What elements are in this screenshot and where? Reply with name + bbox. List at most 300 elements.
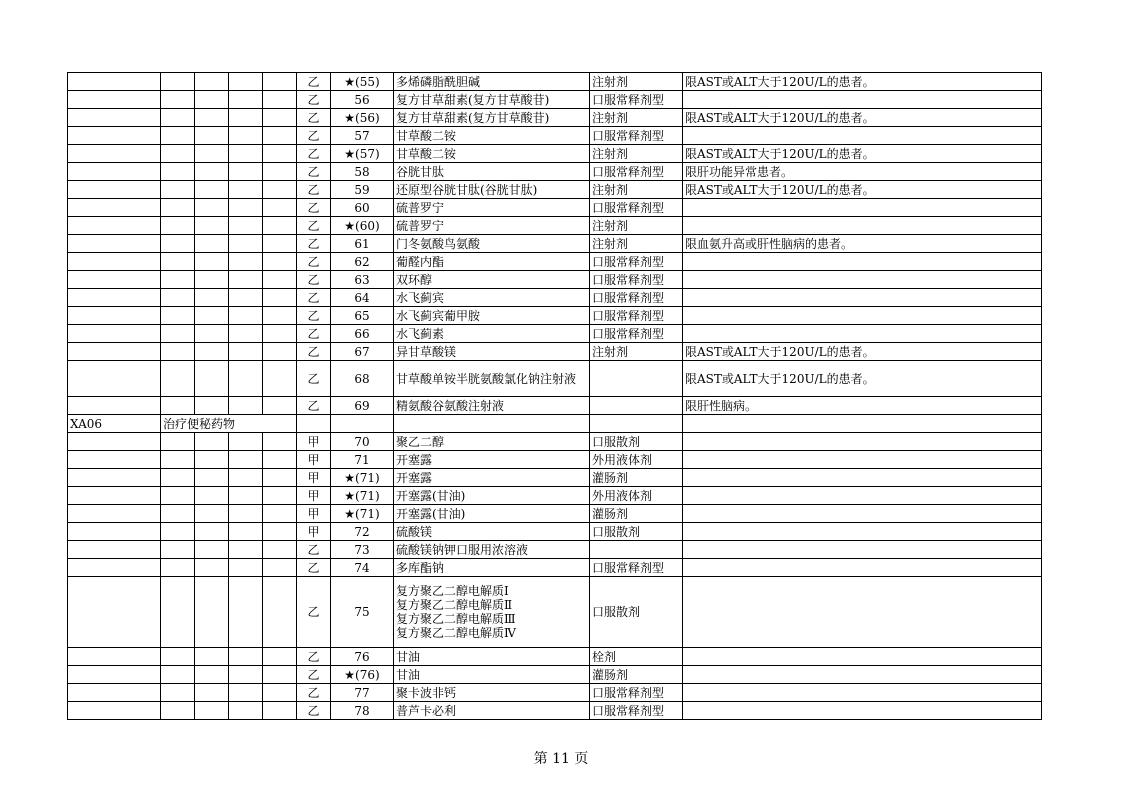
drug-name-cell: 甘油 xyxy=(394,648,590,666)
code-cell xyxy=(68,577,161,648)
class-cell: 乙 xyxy=(297,271,331,289)
class-cell: 乙 xyxy=(297,361,331,397)
dosage-form-cell: 口服散剂 xyxy=(590,433,683,451)
code-cell xyxy=(68,666,161,684)
class-cell: 乙 xyxy=(297,702,331,720)
drug-name-cell: 异甘草酸镁 xyxy=(394,343,590,361)
empty-cell xyxy=(263,559,297,577)
empty-cell xyxy=(229,361,263,397)
code-cell xyxy=(68,343,161,361)
empty-cell xyxy=(229,541,263,559)
drug-name-cell: 谷胱甘肽 xyxy=(394,163,590,181)
note-cell xyxy=(683,559,1042,577)
empty-cell xyxy=(195,217,229,235)
empty-cell xyxy=(263,163,297,181)
note-cell xyxy=(683,199,1042,217)
table-row xyxy=(68,235,1042,253)
class-cell: 乙 xyxy=(297,666,331,684)
number-cell: 78 xyxy=(331,702,394,720)
drug-name-cell: 还原型谷胱甘肽(谷胱甘肽) xyxy=(394,181,590,199)
empty-cell xyxy=(161,127,195,145)
empty-cell xyxy=(195,343,229,361)
code-cell xyxy=(68,325,161,343)
empty-cell xyxy=(263,523,297,541)
drug-name-cell: 开塞露 xyxy=(394,451,590,469)
number-cell: 61 xyxy=(331,235,394,253)
note-cell xyxy=(683,505,1042,523)
dosage-form-cell: 注射剂 xyxy=(590,109,683,127)
empty-cell xyxy=(161,217,195,235)
number-cell xyxy=(331,415,394,433)
dosage-form-cell: 注射剂 xyxy=(590,217,683,235)
class-cell: 乙 xyxy=(297,73,331,91)
number-cell: 72 xyxy=(331,523,394,541)
class-cell: 乙 xyxy=(297,109,331,127)
code-cell xyxy=(68,181,161,199)
number-cell: 74 xyxy=(331,559,394,577)
dosage-form-cell: 灌肠剂 xyxy=(590,505,683,523)
drug-name-cell xyxy=(394,415,590,433)
note-cell xyxy=(683,684,1042,702)
dosage-form-cell: 口服常释剂型 xyxy=(590,559,683,577)
dosage-form-cell: 口服散剂 xyxy=(590,577,683,648)
empty-cell xyxy=(263,469,297,487)
code-cell xyxy=(68,253,161,271)
empty-cell xyxy=(263,91,297,109)
empty-cell xyxy=(195,523,229,541)
dosage-form-cell: 口服常释剂型 xyxy=(590,702,683,720)
empty-cell xyxy=(161,181,195,199)
empty-cell xyxy=(263,181,297,199)
table-row xyxy=(68,541,1042,559)
empty-cell xyxy=(229,433,263,451)
class-cell: 乙 xyxy=(297,181,331,199)
drug-name-cell: 门冬氨酸鸟氨酸 xyxy=(394,235,590,253)
dosage-form-cell: 口服常释剂型 xyxy=(590,684,683,702)
dosage-form-cell: 口服常释剂型 xyxy=(590,271,683,289)
note-cell xyxy=(683,523,1042,541)
empty-cell xyxy=(263,109,297,127)
empty-cell xyxy=(195,702,229,720)
table-row xyxy=(68,127,1042,145)
empty-cell xyxy=(229,217,263,235)
empty-cell xyxy=(263,199,297,217)
empty-cell xyxy=(161,109,195,127)
empty-cell xyxy=(195,648,229,666)
drug-name-cell: 开塞露 xyxy=(394,469,590,487)
note-cell xyxy=(683,666,1042,684)
empty-cell xyxy=(229,702,263,720)
empty-cell xyxy=(229,505,263,523)
code-cell xyxy=(68,397,161,415)
drug-name-cell: 甘油 xyxy=(394,666,590,684)
empty-cell xyxy=(229,235,263,253)
note-cell: 限血氨升高或肝性脑病的患者。 xyxy=(683,235,1042,253)
dosage-form-cell: 栓剂 xyxy=(590,648,683,666)
empty-cell xyxy=(263,648,297,666)
dosage-form-cell: 注射剂 xyxy=(590,181,683,199)
class-cell: 乙 xyxy=(297,163,331,181)
empty-cell xyxy=(161,73,195,91)
table-row xyxy=(68,469,1042,487)
empty-cell xyxy=(195,199,229,217)
empty-cell xyxy=(195,541,229,559)
note-cell xyxy=(683,433,1042,451)
table-row xyxy=(68,271,1042,289)
number-cell: 56 xyxy=(331,91,394,109)
empty-cell xyxy=(263,666,297,684)
note-cell xyxy=(683,451,1042,469)
class-cell xyxy=(297,415,331,433)
code-cell xyxy=(68,199,161,217)
drug-name-cell: 硫酸镁 xyxy=(394,523,590,541)
table-row xyxy=(68,648,1042,666)
number-cell: 70 xyxy=(331,433,394,451)
code-cell xyxy=(68,361,161,397)
code-cell xyxy=(68,307,161,325)
table-row xyxy=(68,559,1042,577)
drug-name-cell: 甘草酸单铵半胱氨酸氯化钠注射液 xyxy=(394,361,590,397)
table-row xyxy=(68,73,1042,91)
empty-cell xyxy=(229,145,263,163)
empty-cell xyxy=(161,523,195,541)
empty-cell xyxy=(229,397,263,415)
empty-cell xyxy=(263,361,297,397)
dosage-form-cell: 灌肠剂 xyxy=(590,469,683,487)
empty-cell xyxy=(229,559,263,577)
empty-cell xyxy=(161,271,195,289)
drug-name-cell: 甘草酸二铵 xyxy=(394,145,590,163)
empty-cell xyxy=(195,397,229,415)
note-cell: 限AST或ALT大于120U/L的患者。 xyxy=(683,361,1042,397)
number-cell: 73 xyxy=(331,541,394,559)
empty-cell xyxy=(229,487,263,505)
empty-cell xyxy=(195,451,229,469)
empty-cell xyxy=(229,289,263,307)
class-cell: 乙 xyxy=(297,91,331,109)
empty-cell xyxy=(263,433,297,451)
code-cell xyxy=(68,541,161,559)
class-cell: 乙 xyxy=(297,289,331,307)
number-cell: 71 xyxy=(331,451,394,469)
drug-name-cell: 多烯磷脂酰胆碱 xyxy=(394,73,590,91)
drug-name-line: 复方聚乙二醇电解质Ⅱ xyxy=(396,598,513,612)
number-cell: 75 xyxy=(331,577,394,648)
empty-cell xyxy=(161,361,195,397)
dosage-form-cell: 口服常释剂型 xyxy=(590,253,683,271)
number-cell: ★(55) xyxy=(331,73,394,91)
empty-cell xyxy=(161,487,195,505)
code-cell xyxy=(68,433,161,451)
number-cell: 64 xyxy=(331,289,394,307)
table-row xyxy=(68,523,1042,541)
dosage-form-cell: 灌肠剂 xyxy=(590,666,683,684)
table-row xyxy=(68,181,1042,199)
number-cell: 60 xyxy=(331,199,394,217)
dosage-form-cell: 口服常释剂型 xyxy=(590,307,683,325)
table-row xyxy=(68,325,1042,343)
dosage-form-cell: 口服常释剂型 xyxy=(590,289,683,307)
empty-cell xyxy=(161,343,195,361)
drug-name-cell: 水飞蓟素 xyxy=(394,325,590,343)
table-body xyxy=(68,73,1042,720)
note-cell xyxy=(683,127,1042,145)
empty-cell xyxy=(263,325,297,343)
empty-cell xyxy=(195,235,229,253)
drug-name-cell: 甘草酸二铵 xyxy=(394,127,590,145)
empty-cell xyxy=(229,684,263,702)
dosage-form-cell: 外用液体剂 xyxy=(590,487,683,505)
empty-cell xyxy=(195,666,229,684)
code-cell xyxy=(68,469,161,487)
empty-cell xyxy=(263,487,297,505)
dosage-form-cell xyxy=(590,361,683,397)
empty-cell xyxy=(263,505,297,523)
note-cell xyxy=(683,271,1042,289)
empty-cell xyxy=(195,307,229,325)
empty-cell xyxy=(161,253,195,271)
dosage-form-cell: 口服散剂 xyxy=(590,523,683,541)
empty-cell xyxy=(195,325,229,343)
empty-cell xyxy=(229,109,263,127)
empty-cell xyxy=(195,73,229,91)
code-cell xyxy=(68,127,161,145)
empty-cell xyxy=(161,666,195,684)
class-cell: 甲 xyxy=(297,451,331,469)
table-row xyxy=(68,702,1042,720)
code-cell xyxy=(68,684,161,702)
class-cell: 乙 xyxy=(297,217,331,235)
empty-cell xyxy=(161,702,195,720)
number-cell: 58 xyxy=(331,163,394,181)
drug-name-cell: 硫普罗宁 xyxy=(394,217,590,235)
class-cell: 乙 xyxy=(297,541,331,559)
note-cell: 限AST或ALT大于120U/L的患者。 xyxy=(683,73,1042,91)
table-row xyxy=(68,217,1042,235)
dosage-form-cell: 注射剂 xyxy=(590,235,683,253)
empty-cell xyxy=(229,181,263,199)
number-cell: ★(57) xyxy=(331,145,394,163)
table-row xyxy=(68,289,1042,307)
note-cell xyxy=(683,415,1042,433)
drug-name-line: 复方聚乙二醇电解质Ⅲ xyxy=(396,612,516,626)
empty-cell xyxy=(161,505,195,523)
empty-cell xyxy=(161,289,195,307)
empty-cell xyxy=(195,433,229,451)
empty-cell xyxy=(229,199,263,217)
class-cell: 乙 xyxy=(297,127,331,145)
code-cell xyxy=(68,523,161,541)
drug-name-cell: 开塞露(甘油) xyxy=(394,487,590,505)
drug-name-cell: 聚卡波非钙 xyxy=(394,684,590,702)
table-row xyxy=(68,361,1042,397)
empty-cell xyxy=(161,451,195,469)
code-cell xyxy=(68,109,161,127)
table-row xyxy=(68,684,1042,702)
empty-cell xyxy=(161,559,195,577)
empty-cell xyxy=(229,451,263,469)
empty-cell xyxy=(263,217,297,235)
note-cell xyxy=(683,702,1042,720)
empty-cell xyxy=(263,145,297,163)
empty-cell xyxy=(195,559,229,577)
note-cell xyxy=(683,91,1042,109)
drug-name-cell: 水飞蓟宾葡甲胺 xyxy=(394,307,590,325)
class-cell: 甲 xyxy=(297,487,331,505)
empty-cell xyxy=(229,343,263,361)
class-cell: 乙 xyxy=(297,397,331,415)
code-cell xyxy=(68,73,161,91)
number-cell: ★(71) xyxy=(331,469,394,487)
number-cell: ★(71) xyxy=(331,505,394,523)
empty-cell xyxy=(263,577,297,648)
table-row xyxy=(68,91,1042,109)
empty-cell xyxy=(195,181,229,199)
empty-cell xyxy=(229,666,263,684)
empty-cell xyxy=(195,271,229,289)
number-cell: 57 xyxy=(331,127,394,145)
number-cell: 77 xyxy=(331,684,394,702)
number-cell: 63 xyxy=(331,271,394,289)
empty-cell xyxy=(161,397,195,415)
drug-name-cell: 多库酯钠 xyxy=(394,559,590,577)
table-row xyxy=(68,433,1042,451)
empty-cell xyxy=(161,91,195,109)
number-cell: 66 xyxy=(331,325,394,343)
note-cell xyxy=(683,648,1042,666)
note-cell: 限AST或ALT大于120U/L的患者。 xyxy=(683,145,1042,163)
empty-cell xyxy=(195,577,229,648)
empty-cell xyxy=(161,433,195,451)
code-cell xyxy=(68,559,161,577)
table-row xyxy=(68,199,1042,217)
empty-cell xyxy=(229,577,263,648)
empty-cell xyxy=(161,325,195,343)
drug-name-line: 复方聚乙二醇电解质Ⅳ xyxy=(396,626,516,640)
drug-name-cell: 开塞露(甘油) xyxy=(394,505,590,523)
dosage-form-cell: 外用液体剂 xyxy=(590,451,683,469)
empty-cell xyxy=(229,127,263,145)
empty-cell xyxy=(195,505,229,523)
number-cell: ★(76) xyxy=(331,666,394,684)
class-cell: 甲 xyxy=(297,433,331,451)
drug-name-cell: 复方甘草甜素(复方甘草酸苷) xyxy=(394,109,590,127)
empty-cell xyxy=(263,307,297,325)
number-cell: 68 xyxy=(331,361,394,397)
empty-cell xyxy=(161,469,195,487)
class-cell: 乙 xyxy=(297,559,331,577)
dosage-form-cell xyxy=(590,541,683,559)
drug-name-line: 复方聚乙二醇电解质Ⅰ xyxy=(396,584,509,598)
table-row xyxy=(68,666,1042,684)
class-cell: 乙 xyxy=(297,307,331,325)
number-cell: 59 xyxy=(331,181,394,199)
note-cell: 限AST或ALT大于120U/L的患者。 xyxy=(683,181,1042,199)
note-cell: 限AST或ALT大于120U/L的患者。 xyxy=(683,109,1042,127)
number-cell: 65 xyxy=(331,307,394,325)
code-cell xyxy=(68,648,161,666)
empty-cell xyxy=(229,523,263,541)
class-cell: 甲 xyxy=(297,523,331,541)
empty-cell xyxy=(195,253,229,271)
table-row xyxy=(68,145,1042,163)
number-cell: ★(71) xyxy=(331,487,394,505)
empty-cell xyxy=(195,469,229,487)
drug-name-cell: 普芦卡必利 xyxy=(394,702,590,720)
class-cell: 甲 xyxy=(297,469,331,487)
dosage-form-cell xyxy=(590,415,683,433)
drug-list-table xyxy=(67,72,1042,720)
note-cell xyxy=(683,487,1042,505)
empty-cell xyxy=(195,487,229,505)
class-cell: 乙 xyxy=(297,343,331,361)
table-row xyxy=(68,307,1042,325)
note-cell xyxy=(683,289,1042,307)
table-row xyxy=(68,343,1042,361)
drug-name-cell: 精氨酸谷氨酸注射液 xyxy=(394,397,590,415)
code-cell xyxy=(68,217,161,235)
dosage-form-cell: 口服常释剂型 xyxy=(590,325,683,343)
note-cell xyxy=(683,577,1042,648)
empty-cell xyxy=(195,289,229,307)
dosage-form-cell: 口服常释剂型 xyxy=(590,91,683,109)
code-cell xyxy=(68,289,161,307)
drug-name-cell xyxy=(394,577,590,648)
class-cell: 乙 xyxy=(297,145,331,163)
empty-cell xyxy=(263,235,297,253)
empty-cell xyxy=(263,73,297,91)
empty-cell xyxy=(161,648,195,666)
code-cell xyxy=(68,163,161,181)
number-cell: ★(60) xyxy=(331,217,394,235)
drug-name-cell: 水飞蓟宾 xyxy=(394,289,590,307)
dosage-form-cell: 注射剂 xyxy=(590,73,683,91)
empty-cell xyxy=(195,109,229,127)
code-cell xyxy=(68,487,161,505)
empty-cell xyxy=(263,289,297,307)
table-row xyxy=(68,505,1042,523)
drug-name-cell: 聚乙二醇 xyxy=(394,433,590,451)
empty-cell xyxy=(161,199,195,217)
dosage-form-cell: 口服常释剂型 xyxy=(590,127,683,145)
empty-cell xyxy=(229,73,263,91)
note-cell xyxy=(683,253,1042,271)
code-cell xyxy=(68,451,161,469)
class-cell: 乙 xyxy=(297,253,331,271)
note-cell xyxy=(683,469,1042,487)
table-row xyxy=(68,253,1042,271)
class-cell: 乙 xyxy=(297,684,331,702)
dosage-form-cell: 口服常释剂型 xyxy=(590,199,683,217)
note-cell: 限AST或ALT大于120U/L的患者。 xyxy=(683,343,1042,361)
number-cell: 62 xyxy=(331,253,394,271)
drug-name-cell: 硫酸镁钠钾口服用浓溶液 xyxy=(394,541,590,559)
note-cell xyxy=(683,217,1042,235)
page-footer: 第 11 页 xyxy=(533,751,589,767)
dosage-form-cell: 口服常释剂型 xyxy=(590,163,683,181)
code-cell: XA06 xyxy=(68,415,161,433)
code-cell xyxy=(68,235,161,253)
empty-cell xyxy=(263,451,297,469)
code-cell xyxy=(68,145,161,163)
table-row xyxy=(68,397,1042,415)
class-cell: 乙 xyxy=(297,648,331,666)
empty-cell xyxy=(229,253,263,271)
drug-name-cell: 硫普罗宁 xyxy=(394,199,590,217)
empty-cell xyxy=(195,91,229,109)
drug-name-cell: 葡醛内酯 xyxy=(394,253,590,271)
empty-cell xyxy=(161,541,195,559)
